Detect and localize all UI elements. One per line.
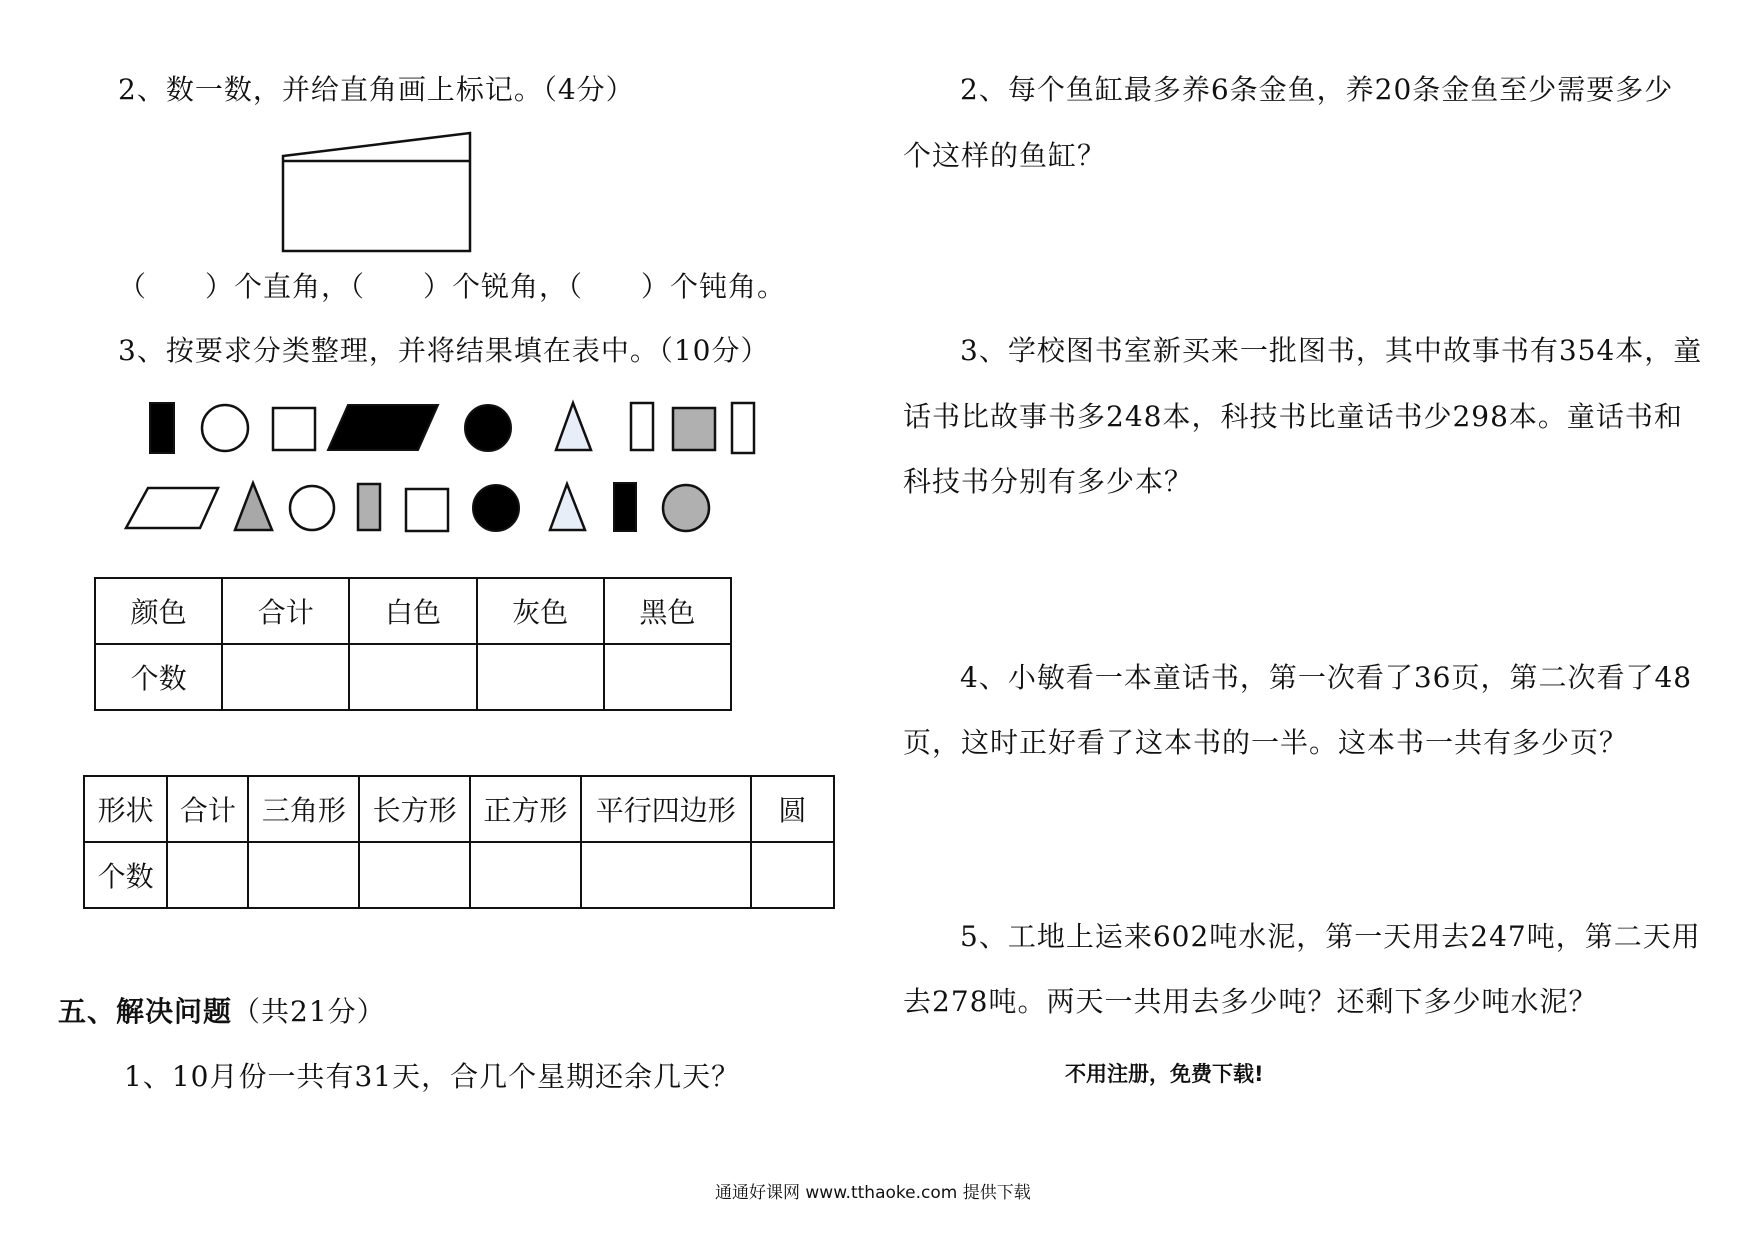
color-table <box>94 577 732 711</box>
angle-figure <box>280 128 480 258</box>
shape-white-circle <box>202 405 248 451</box>
table-cell: 三角形 <box>248 776 359 842</box>
footer-source[interactable]: 通通好课网 www.tthaoke.com 提供下载 <box>715 1183 1031 1203</box>
shapes-row-2 <box>120 478 780 548</box>
table-row <box>84 842 834 908</box>
section-5-score: （共21分） <box>232 995 386 1028</box>
table-cell: 灰色 <box>477 578 604 644</box>
right-question-3-line-3: 科技书分别有多少本？ <box>903 465 1194 498</box>
table-cell: 正方形 <box>470 776 581 842</box>
section-5-title: 五、解决问题 <box>58 995 233 1028</box>
right-question-2-line-1: 2、每个鱼缸最多养6条金鱼，养20条金鱼至少需要多少 <box>960 73 1674 106</box>
shape-white-square <box>406 489 448 531</box>
right-question-4-line-2: 页，这时正好看了这本书的一半。这本书一共有多少页？ <box>903 726 1629 759</box>
shape-light-triangle <box>550 484 585 530</box>
shape-white-square <box>273 408 315 450</box>
shape-gray-triangle <box>235 483 272 530</box>
table-cell: 平行四边形 <box>581 776 751 842</box>
answer-cell[interactable] <box>167 842 248 908</box>
shape-gray-circle <box>663 485 709 531</box>
answer-cell[interactable] <box>604 644 731 710</box>
table-cell: 黑色 <box>604 578 731 644</box>
answer-cell[interactable] <box>581 842 751 908</box>
table-cell: 长方形 <box>359 776 470 842</box>
right-question-2-line-2: 个这样的鱼缸？ <box>903 139 1107 172</box>
shape-black-rectangle <box>614 483 636 531</box>
shape-gray-square <box>673 408 715 450</box>
answer-cell[interactable] <box>359 842 470 908</box>
question-2-answer-line: （ ）个直角，（ ）个锐角，（ ）个钝角。 <box>118 270 787 303</box>
section-5-question-1: 1、10月份一共有31天，合几个星期还余几天？ <box>124 1060 741 1093</box>
right-question-5-line-1: 5、工地上运来602吨水泥，第一天用去247吨，第二天用 <box>960 920 1701 953</box>
answer-cell[interactable] <box>470 842 581 908</box>
shape-black-rectangle <box>150 403 174 453</box>
answer-cell[interactable] <box>751 842 834 908</box>
table-row <box>84 776 834 842</box>
table-row <box>95 644 731 710</box>
shape-black-circle <box>465 405 511 451</box>
right-question-3-line-2: 话书比故事书多248本，科技书比童话书少298本。童话书和 <box>903 400 1683 433</box>
shapes-row-1 <box>120 395 780 465</box>
answer-cell[interactable] <box>248 842 359 908</box>
shape-table <box>83 775 835 909</box>
answer-cell[interactable] <box>349 644 476 710</box>
table-cell: 合计 <box>222 578 349 644</box>
right-question-5-line-2: 去278吨。两天一共用去多少吨？还剩下多少吨水泥？ <box>903 985 1598 1018</box>
shape-white-parallelogram <box>126 488 218 528</box>
table-cell: 白色 <box>349 578 476 644</box>
right-question-4-line-1: 4、小敏看一本童话书，第一次看了36页，第二次看了48 <box>960 661 1693 694</box>
table-cell: 个数 <box>84 842 167 908</box>
shape-black-circle <box>473 485 519 531</box>
download-note: 不用注册，免费下载! <box>1065 1062 1264 1086</box>
section-5-heading <box>58 995 386 1028</box>
answer-cell[interactable] <box>477 644 604 710</box>
answer-cell[interactable] <box>222 644 349 710</box>
table-cell: 颜色 <box>95 578 222 644</box>
table-cell: 个数 <box>95 644 222 710</box>
shape-light-triangle <box>556 403 591 450</box>
table-cell: 形状 <box>84 776 167 842</box>
table-cell: 合计 <box>167 776 248 842</box>
shape-white-rectangle <box>631 403 653 450</box>
right-question-3-line-1: 3、学校图书室新买来一批图书，其中故事书有354本，童 <box>960 334 1703 367</box>
question-3-title: 3、按要求分类整理，并将结果填在表中。（10分） <box>118 334 770 367</box>
shape-white-circle <box>290 486 334 530</box>
shape-black-parallelogram <box>328 405 438 450</box>
shape-white-rectangle <box>732 403 754 453</box>
table-cell: 圆 <box>751 776 834 842</box>
question-2-title: 2、数一数，并给直角画上标记。（4分） <box>118 73 635 106</box>
table-row <box>95 578 731 644</box>
shape-gray-rectangle <box>358 484 380 530</box>
